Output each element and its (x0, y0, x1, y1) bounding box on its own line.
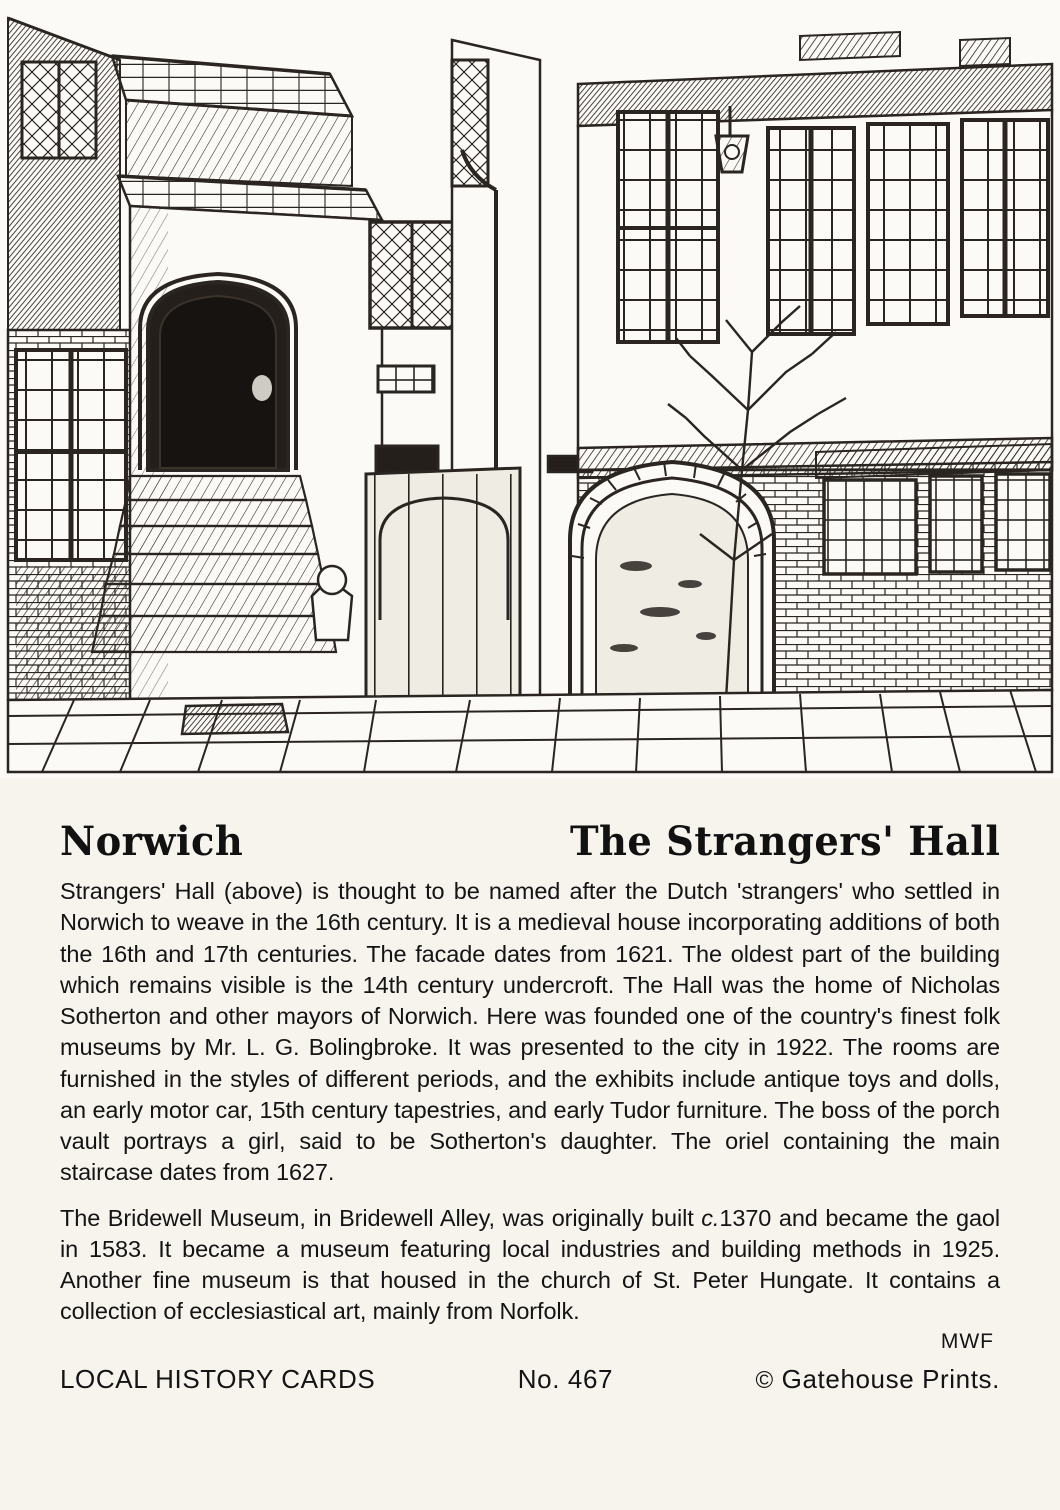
paragraph-2-part-1: The Bridewell Museum, in Bridewell Alley, was originally built (60, 1204, 702, 1231)
series-label: LOCAL HISTORY CARDS (60, 1363, 376, 1394)
publisher-name: Gatehouse Prints. (781, 1363, 1000, 1394)
place-title: Norwich (60, 818, 244, 865)
porch-block (92, 40, 592, 700)
paragraph-2-part-2: 1370 and became the gaol in 1583. It became a museum featuring local industries and building methods in 1925. Another fine museum is that housed in the church of St. Peter Hungate. It contains a collection of ecclesiastical art, mainly from Norfolk. (60, 1204, 1001, 1325)
card-number: No. 467 (517, 1363, 614, 1394)
footer (60, 1364, 1000, 1395)
postcard-text-block (0, 778, 1060, 1510)
paragraph-2 (60, 1203, 1000, 1328)
subject-title: The Strangers' Hall (569, 818, 1000, 865)
description-text (60, 876, 1000, 1328)
paragraph-1: Strangers' Hall (above) is thought to be named after the Dutch 'strangers' who settled in Norwich to weave in the 16th century. It is a medieval house incorporating additions of both the 16th and 17th centuries. The facade dates from 1621. The oldest part of the building which remains visible is the 14th century undercroft. The Hall was the home of Nicholas Sotherton and other mayors of Norwich. Here was founded one of the country's finest folk museums by Mr. L. G. Bolingbroke. It was presented to the city in 1922. The rooms are furnished in the styles of different periods, and the exhibits include antique toys and dolls, an early motor car, 15th century tapestries, and early Tudor furniture. The boss of the porch vault portrays a girl, said to be Sotherton's daughter. The oriel containing the main staircase dates from 1627. (60, 878, 1000, 1186)
right-wing (570, 32, 1052, 700)
copyright-icon: © (755, 1366, 774, 1394)
ground (8, 690, 1052, 772)
paragraph-2-italic: c. (701, 1204, 720, 1231)
author-initials: MWF (940, 1329, 994, 1353)
publisher-credit (756, 1364, 1000, 1395)
title-row (60, 818, 1000, 865)
